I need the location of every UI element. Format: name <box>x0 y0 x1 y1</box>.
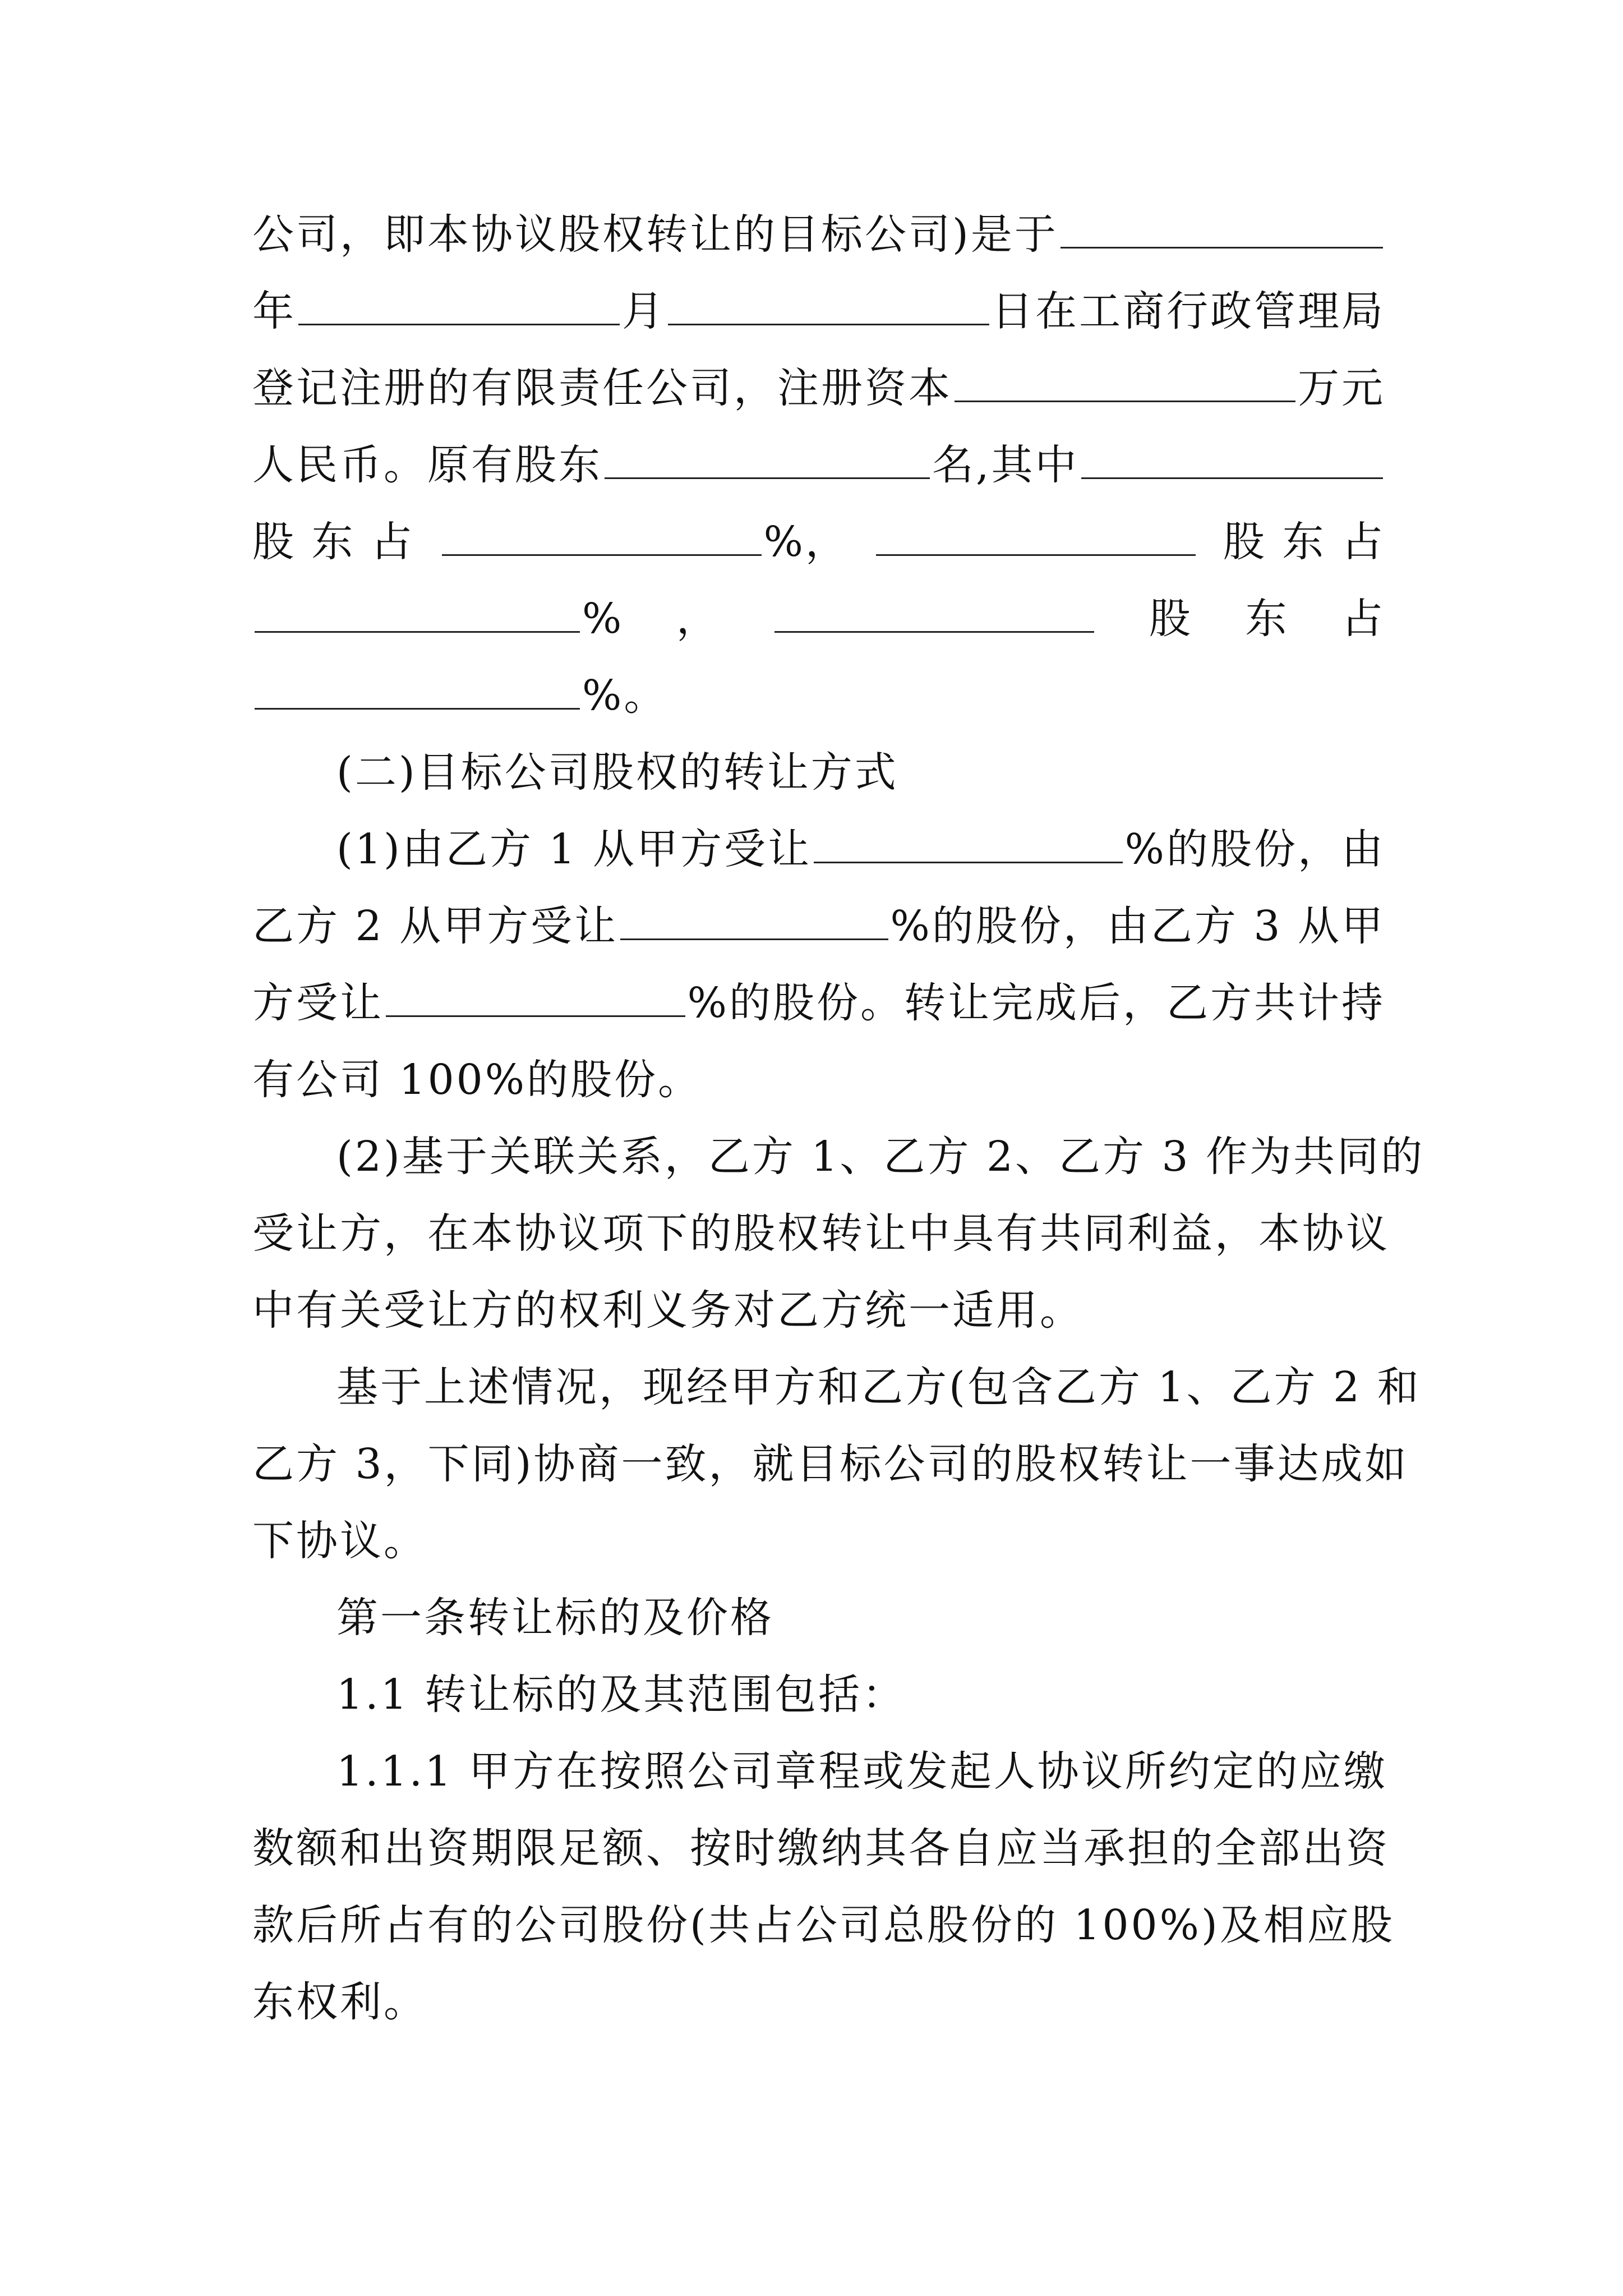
blank-field[interactable] <box>605 445 930 479</box>
section-heading: (二)目标公司股权的转让方式 <box>336 748 898 797</box>
text-line: 乙方 2 从甲方受让 %的股份，由乙方 3 从甲 <box>252 902 1385 950</box>
text-line: 数额和出资期限足额、按时缴纳其各自应当承担的全部出资 <box>252 1824 1390 1872</box>
blank-field[interactable] <box>774 599 1094 633</box>
text-line: 下协议。 <box>252 1517 427 1565</box>
text-line: 方受让 %的股份。转让完成后，乙方共计持 <box>252 979 1385 1027</box>
text-line: 年 月 日在工商行政管理局 <box>252 287 1385 335</box>
text-line: 有公司 100%的股份。 <box>252 1056 702 1104</box>
blank-field[interactable] <box>255 675 580 710</box>
text-line: 人民币。原有股东 名,其中 <box>252 427 1385 504</box>
blank-field[interactable] <box>814 829 1123 863</box>
blank-field[interactable] <box>298 291 620 325</box>
text-line: 基于上述情况，现经甲方和乙方(包含乙方 1、乙方 2 和 <box>336 1363 1421 1411</box>
blank-field[interactable] <box>876 522 1196 556</box>
blank-field[interactable] <box>955 368 1295 402</box>
text-line: 登记注册的有限责任公司，注册资本 万元 <box>252 364 1385 412</box>
text-line: 中有关受让方的权利义务对乙方统一适用。 <box>252 1286 1083 1335</box>
section-heading: 第一条转让标的及价格 <box>336 1594 774 1642</box>
text-line: %。 <box>252 657 1385 734</box>
text-line: (2)基于关联关系，乙方 1、乙方 2、乙方 3 作为共同的 <box>336 1133 1425 1181</box>
text-line: 乙方 3，下同)协商一致，就目标公司的股权转让一事达成如 <box>252 1440 1409 1488</box>
blank-field[interactable] <box>386 983 685 1017</box>
blank-field[interactable] <box>1061 214 1383 249</box>
blank-field[interactable] <box>1081 445 1383 479</box>
text-line: 1.1 转让标的及其范围包括： <box>336 1671 906 1719</box>
text-line: 公司，即本协议股权转让的目标公司)是于 <box>252 196 1385 273</box>
document-page <box>252 196 1425 2041</box>
text-line: 1.1.1 甲方在按照公司章程或发起人协议所约定的应缴 <box>336 1747 1387 1796</box>
text-line: 东权利。 <box>252 1978 427 2026</box>
blank-field[interactable] <box>442 522 762 556</box>
blank-field[interactable] <box>668 291 989 325</box>
blank-field[interactable] <box>620 906 888 940</box>
text-line: (1)由乙方 1 从甲方受让 %的股份，由 <box>336 825 1385 873</box>
text-line: 股 东 占 %， 股 东 占 <box>252 518 1385 566</box>
text-line: 款后所占有的公司股份(共占公司总股份的 100%)及相应股 <box>252 1901 1395 1949</box>
blank-field[interactable] <box>255 599 580 633</box>
text-line: % ， 股 东 占 <box>252 581 1385 657</box>
text-line: 受让方，在本协议项下的股权转让中具有共同利益，本协议 <box>252 1209 1390 1258</box>
